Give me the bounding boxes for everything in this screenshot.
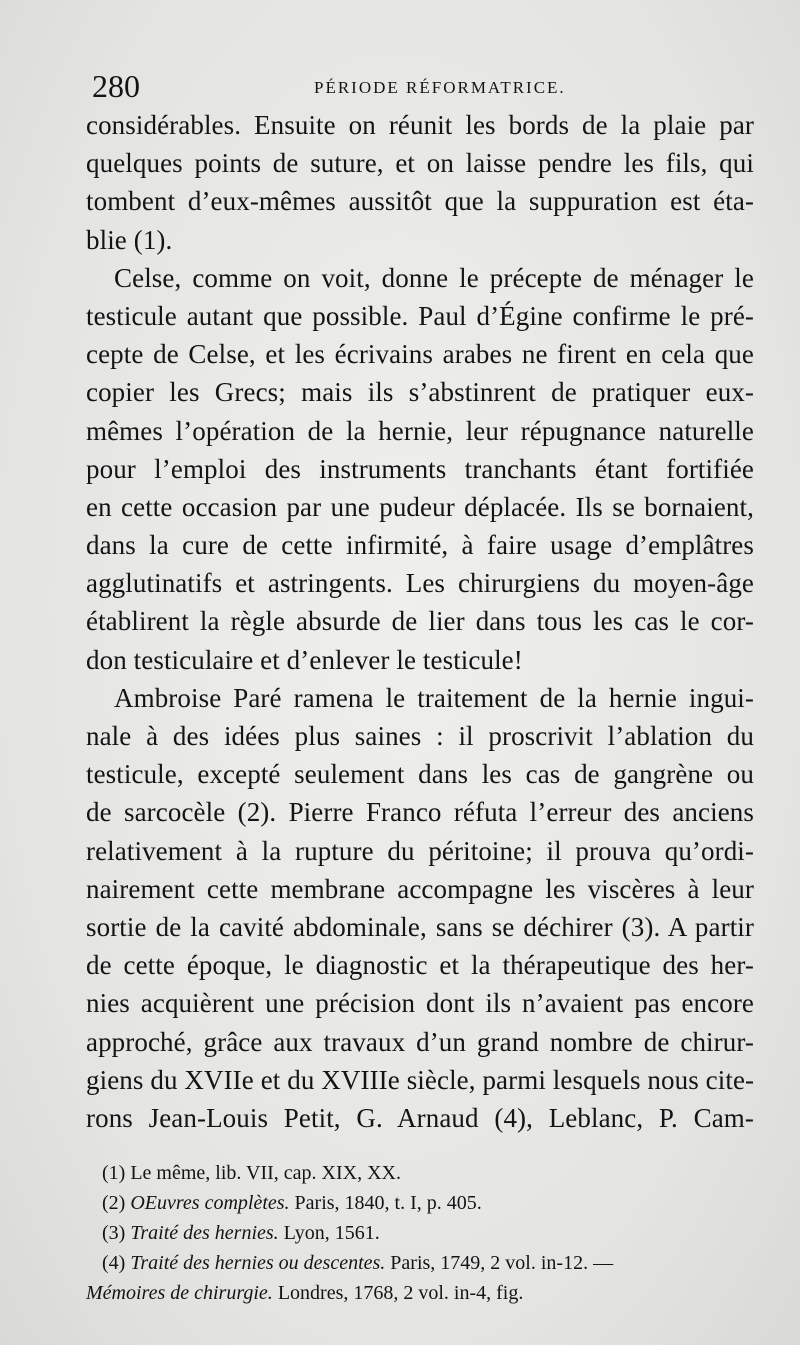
footnote-text: Londres, 1768, 2 vol. in-4, fig.	[272, 1282, 524, 1304]
footnotes	[86, 1158, 754, 1308]
text-line: nale à des idées plus saines : il proscrivit l’ablation du	[86, 721, 754, 751]
footnote-text: Paris, 1749, 2 vol. in-12. —	[385, 1252, 614, 1274]
text-line: dans la cure de cette infirmité, à faire usage d’emplâtres	[86, 530, 754, 561]
text-line: blie (1).	[86, 224, 173, 255]
footnote-text: Le même, lib. VII, cap. XIX, XX.	[130, 1162, 401, 1184]
text-line: établirent la règle absurde de lier dans tous les cas le cor-	[86, 606, 754, 637]
text-line: en cette occasion par une pudeur déplacée. Ils se bornaient,	[86, 491, 754, 522]
text-line: giens du XVIIe et du XVIIIe siècle, parmi lesquels nous cite-	[86, 1064, 755, 1095]
text-line: rons Jean-Louis Petit, G. Arnaud (4), Leblanc, P. Cam-	[86, 1102, 754, 1133]
text-line: de cette époque, le diagnostic et la thérapeutique des her-	[86, 950, 754, 981]
text-line: tombent d’eux-mêmes aussitôt que la suppuration est éta-	[86, 186, 754, 217]
footnote-number: (2)	[102, 1192, 126, 1214]
footnote-1	[86, 1158, 754, 1188]
footnote-4-continued	[86, 1278, 754, 1308]
footnote-title: Traité des hernies.	[130, 1222, 279, 1244]
text-line: copier les Grecs; mais ils s’abstinrent de pratiquer eux-	[86, 377, 754, 408]
text-line: considérables. Ensuite on réunit les bords de la plaie par	[86, 110, 754, 140]
text-line: testicule autant que possible. Paul d’Égine confirme le pré-	[86, 300, 754, 331]
text-line: sortie de la cavité abdominale, sans se déchirer (3). A partir	[86, 911, 754, 942]
text-line: relativement à la rupture du péritoine; il prouva qu’ordi-	[86, 835, 754, 866]
text-line: agglutinatifs et astringents. Les chirurgiens du moyen-âge	[86, 568, 754, 599]
text-line: nairement cette membrane accompagne les viscères à leur	[86, 873, 754, 904]
text-line: pour l’emploi des instruments tranchants étant fortifiée	[86, 453, 754, 484]
paragraph-start-line: Ambroise Paré ramena le traitement de la hernie ingui-	[114, 682, 754, 713]
page-header	[92, 68, 752, 108]
footnote-4	[86, 1248, 754, 1278]
text-line: approché, grâce aux travaux d’un grand nombre de chirur-	[86, 1026, 754, 1057]
footnote-number: (3)	[102, 1222, 126, 1244]
footnote-3	[86, 1218, 754, 1248]
body-text	[86, 106, 754, 1137]
text-line: testicule, excepté seulement dans les cas de gangrène ou	[86, 759, 754, 790]
footnote-title: OEuvres complètes.	[130, 1192, 290, 1214]
footnote-title: Mémoires de chirurgie.	[86, 1282, 273, 1304]
page-number: 280	[92, 68, 140, 104]
footnote-number: (1)	[102, 1162, 126, 1184]
text-line: mêmes l’opération de la hernie, leur répugnance naturelle	[86, 415, 754, 446]
footnote-title: Traité des hernies ou descentes.	[130, 1252, 386, 1274]
text-line: nies acquièrent une précision dont ils n’avaient pas encore	[86, 988, 754, 1019]
paragraph-start-line: Celse, comme on voit, donne le précepte de ménager le	[114, 262, 754, 293]
text-line: don testiculaire et d’enlever le testicule!	[86, 644, 523, 675]
text-line: cepte de Celse, et les écrivains arabes ne firent en cela que	[86, 339, 754, 370]
text-line: quelques points de suture, et on laisse pendre les fils, qui	[86, 148, 754, 179]
footnote-text: Lyon, 1561.	[278, 1222, 380, 1244]
footnote-number: (4)	[102, 1252, 126, 1274]
footnote-2	[86, 1188, 754, 1218]
running-head: PÉRIODE RÉFORMATRICE.	[314, 78, 566, 97]
footnote-text: Paris, 1840, t. I, p. 405.	[289, 1192, 482, 1214]
text-line: de sarcocèle (2). Pierre Franco réfuta l’erreur des anciens	[86, 797, 754, 828]
